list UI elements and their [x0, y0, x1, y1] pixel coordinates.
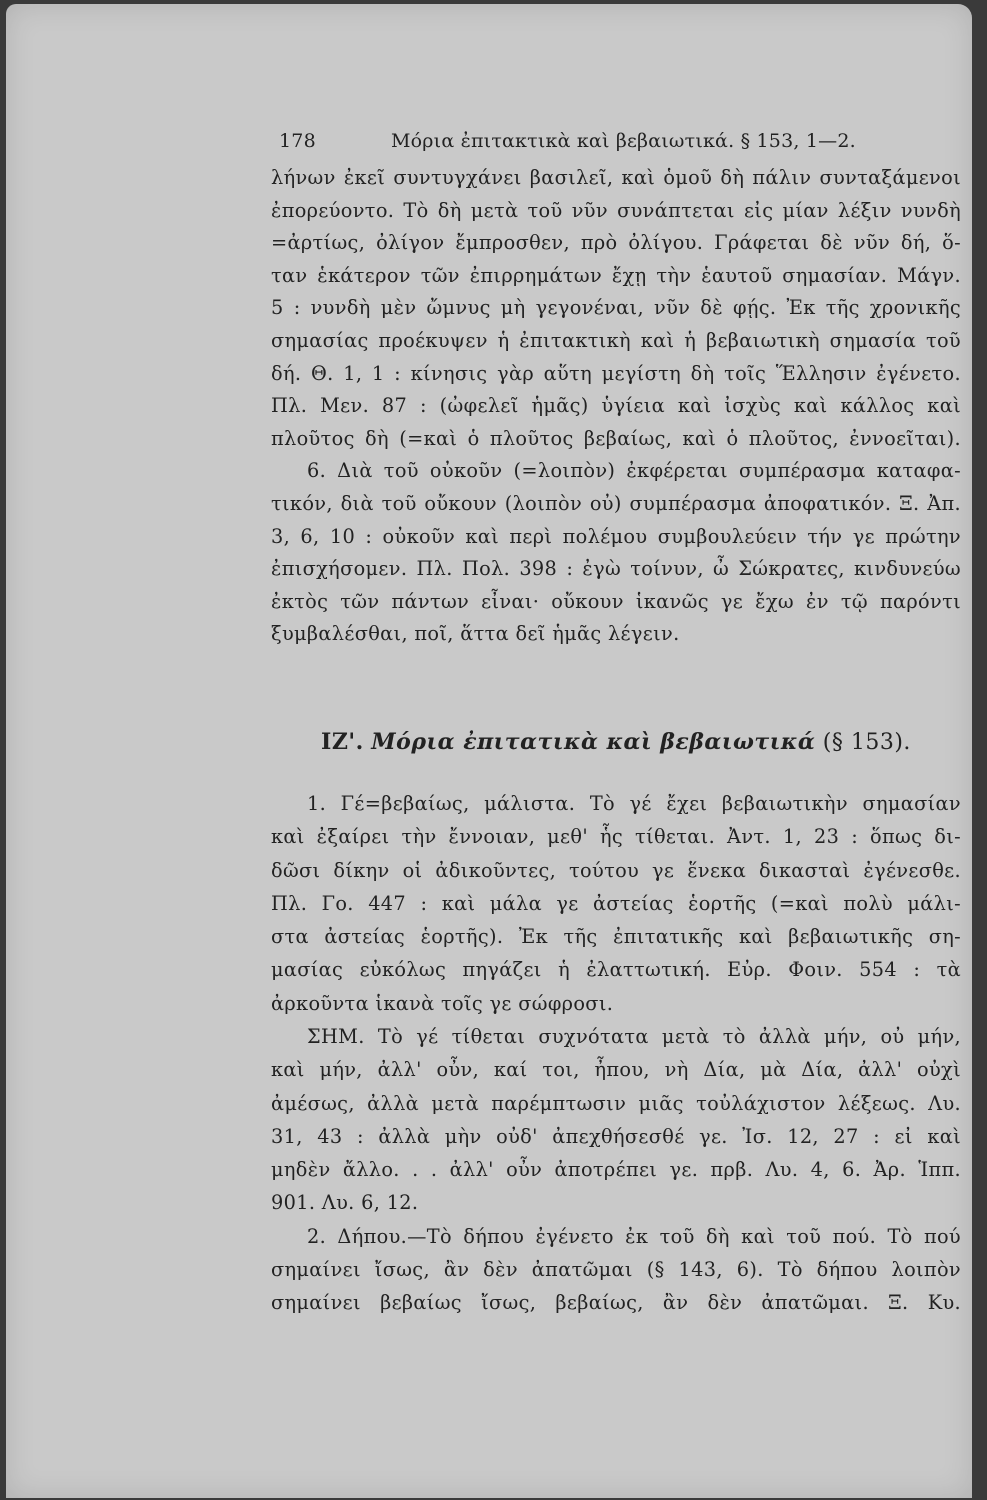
- text-line: 3, 6, 10 : οὐκοῦν καὶ περὶ πολέμου συμβουλεύειν τήν γε πρώτην: [271, 524, 961, 548]
- text-line: Πλ. Γο. 447 : καὶ μάλα γε ἀστείας ἑορτῆς (=καὶ πολὺ μάλι-: [271, 891, 961, 915]
- text-line: 6. Διὰ τοῦ οὐκοῦν (=λοιπὸν) ἐκφέρεται συμπέρασμα καταφα-: [307, 459, 961, 483]
- text-line: μηδὲν ἄλλο. . . ἀλλ' οὖν ἀποτρέπει γε. πρβ. Λυ. 4, 6. Ἀρ. Ἱππ.: [271, 1158, 961, 1182]
- text-line: ἐπισχήσομεν. Πλ. Πολ. 398 : ἐγὼ τοίνυν, ὦ Σώκρατες, κινδυνεύω: [271, 557, 961, 581]
- text-line: 901. Λυ. 6, 12.: [271, 1191, 419, 1215]
- text-line: μασίας εὐκόλως πηγάζει ἡ ἐλαττωτική. Εὐρ. Φοιν. 554 : τὰ: [271, 958, 961, 982]
- page-number: 178: [279, 130, 316, 152]
- page-content: [271, 128, 961, 1320]
- section-reference: (§ 153).: [822, 729, 911, 755]
- text-line: στα ἀστείας ἑορτῆς). Ἐκ τῆς ἐπιτατικῆς καὶ βεβαιωτικῆς ση-: [271, 925, 961, 949]
- text-line: ξυμβαλέσθαι, ποῖ, ἅττα δεῖ ἡμᾶς λέγειν.: [271, 622, 680, 646]
- text-line: δή. Θ. 1, 1 : κίνησις γὰρ αὕτη μεγίστη δὴ τοῖς Ἕλλησιν ἐγένετο.: [271, 361, 961, 385]
- text-line: ἀμέσως, ἀλλὰ μετὰ παρέμπτωσιν μιᾶς τοὐλάχιστον λέξεως. Λυ.: [271, 1091, 961, 1115]
- text-line: καὶ μήν, ἀλλ' οὖν, καί τοι, ἦπου, νὴ Δία, μὰ Δία, ἀλλ' οὐχὶ: [271, 1058, 961, 1082]
- text-line: τικόν, διὰ τοῦ οὔκουν (λοιπὸν οὐ) συμπέρασμα ἀποφατικόν. Ξ. Ἀπ.: [271, 491, 961, 515]
- text-line: ΣΗΜ. Τὸ γέ τίθεται συχνότατα μετὰ τὸ ἀλλὰ μήν, οὐ μήν,: [307, 1024, 961, 1048]
- text-line: σημαίνει βεβαίως ἴσως, βεβαίως, ἂν δὲν ἀπατῶμαι. Ξ. Κυ.: [271, 1291, 961, 1315]
- text-line: λήνων ἐκεῖ συντυγχάνει βασιλεῖ, καὶ ὁμοῦ δὴ πάλιν συνταξάμενοι: [271, 166, 961, 189]
- text-line: 2. Δήπου.—Τὸ δήπου ἐγένετο ἐκ τοῦ δὴ καὶ τοῦ πού. Τὸ πού: [307, 1224, 961, 1248]
- book-page: [6, 4, 972, 1498]
- section-title: Μόρια ἐπιτατικὰ καὶ βεβαιωτικά: [371, 728, 816, 755]
- text-line: 31, 43 : ἀλλὰ μὴν οὐδ' ἀπεχθήσεσθέ γε. Ἰσ. 12, 27 : εἰ καὶ: [271, 1124, 961, 1148]
- running-header: [271, 128, 961, 162]
- section-number: ΙΖ'.: [321, 728, 364, 755]
- text-line: ἐκτὸς τῶν πάντων εἶναι· οὔκουν ἱκανῶς γε ἔχω ἐν τῷ παρόντι: [271, 589, 961, 613]
- text-line: πλοῦτος δὴ (=καὶ ὁ πλοῦτος βεβαίως, καὶ ὁ πλοῦτος, ἐννοεῖται).: [271, 426, 961, 450]
- bottom-text-block: [271, 787, 961, 1320]
- text-line: δῶσι δίκην οἱ ἀδικοῦντες, τούτου γε ἕνεκα δικασταὶ ἐγένεσθε.: [271, 858, 961, 882]
- text-line: σημαίνει ἴσως, ἂν δὲν ἀπατῶμαι (§ 143, 6). Τὸ δήπου λοιπὸν: [271, 1258, 961, 1282]
- text-line: ἐπορεύοντο. Τὸ δὴ μετὰ τοῦ νῦν συνάπτεται εἰς μίαν λέξιν νυνδὴ: [271, 198, 961, 222]
- running-head-title: Μόρια ἐπιτακτικὰ καὶ βεβαιωτικά. § 153, 1—2.: [391, 130, 856, 152]
- text-line: =ἀρτίως, ὀλίγον ἔμπροσθεν, πρὸ ὀλίγου. Γράφεται δὲ νῦν δή, ὅ-: [271, 231, 961, 255]
- text-line: σημασίας προέκυψεν ἡ ἐπιτακτικὴ καὶ ἡ βεβαιωτικὴ σημασία τοῦ: [271, 328, 961, 352]
- text-line: ταν ἑκάτερον τῶν ἐπιρρημάτων ἔχῃ τὴν ἑαυτοῦ σημασίαν. Μάγν.: [271, 263, 961, 287]
- text-line: Πλ. Μεν. 87 : (ὠφελεῖ ἡμᾶς) ὑγίεια καὶ ἰσχὺς καὶ κάλλος καὶ: [271, 394, 961, 418]
- text-line: καὶ ἐξαίρει τὴν ἔννοιαν, μεθ' ἧς τίθεται. Ἀντ. 1, 23 : ὅπως δι-: [271, 825, 961, 849]
- text-line: ἀρκοῦντα ἱκανὰ τοῖς γε σώφροσι.: [271, 991, 614, 1015]
- text-line: 1. Γέ=βεβαίως, μάλιστα. Τὸ γέ ἔχει βεβαιωτικὴν σημασίαν: [307, 791, 961, 815]
- top-text-block: [271, 162, 961, 651]
- text-line: 5 : νυνδὴ μὲν ὤμνυς μὴ γεγονέναι, νῦν δὲ φῄς. Ἐκ τῆς χρονικῆς: [271, 296, 961, 320]
- section-heading: [271, 729, 961, 755]
